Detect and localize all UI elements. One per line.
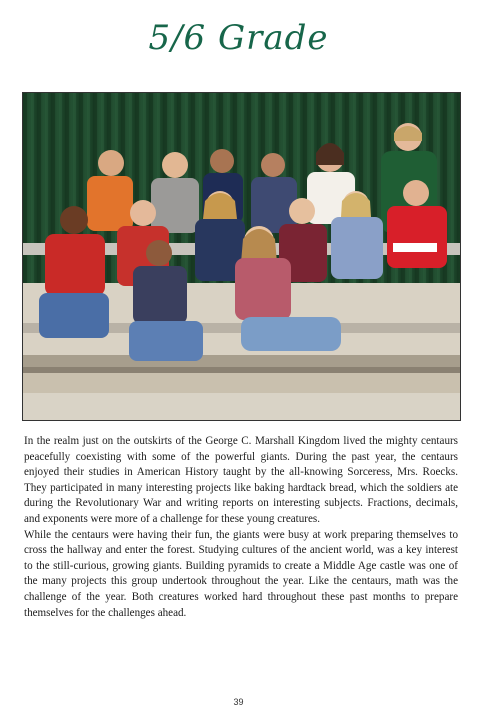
- class-photo-illustration: [23, 93, 460, 420]
- page-title: 5/6 Grade: [148, 18, 329, 58]
- paragraph-2: While the centaurs were having their fun, the giants were busy at work preparing themselves to cross the hallway and enter the forest. Studying cultures of the ancient world, was a key interest to the still-curious, growing giants. Building pyramids to create a Middle Age castle was one of the many projects this group undertook throughout the year. Like the centaurs, math was the challenge of the year. Both creatures worked hard throughout these past months to prepare themselves for the challenges ahead.: [24, 528, 458, 619]
- page-number: 39: [233, 697, 244, 707]
- article-text: [24, 434, 458, 621]
- riser-bottom: [23, 355, 460, 367]
- class-photo: [22, 92, 461, 421]
- paragraph-1: In the realm just on the outskirts of the George C. Marshall Kingdom lived the mighty centaurs peacefully coexisting with some of the powerful giants. During the past year, the centaurs enjoyed their studies in American History taught by the all-knowing Sorceress, Mrs. Roecks. They participated in many interesting projects like baking hardtack bread, which the soldiers ate during the Revolutionary War and writing reports on interesting subjects. Fractions, decimals, and exponents were more of a challenge for these young creatures.: [24, 435, 458, 525]
